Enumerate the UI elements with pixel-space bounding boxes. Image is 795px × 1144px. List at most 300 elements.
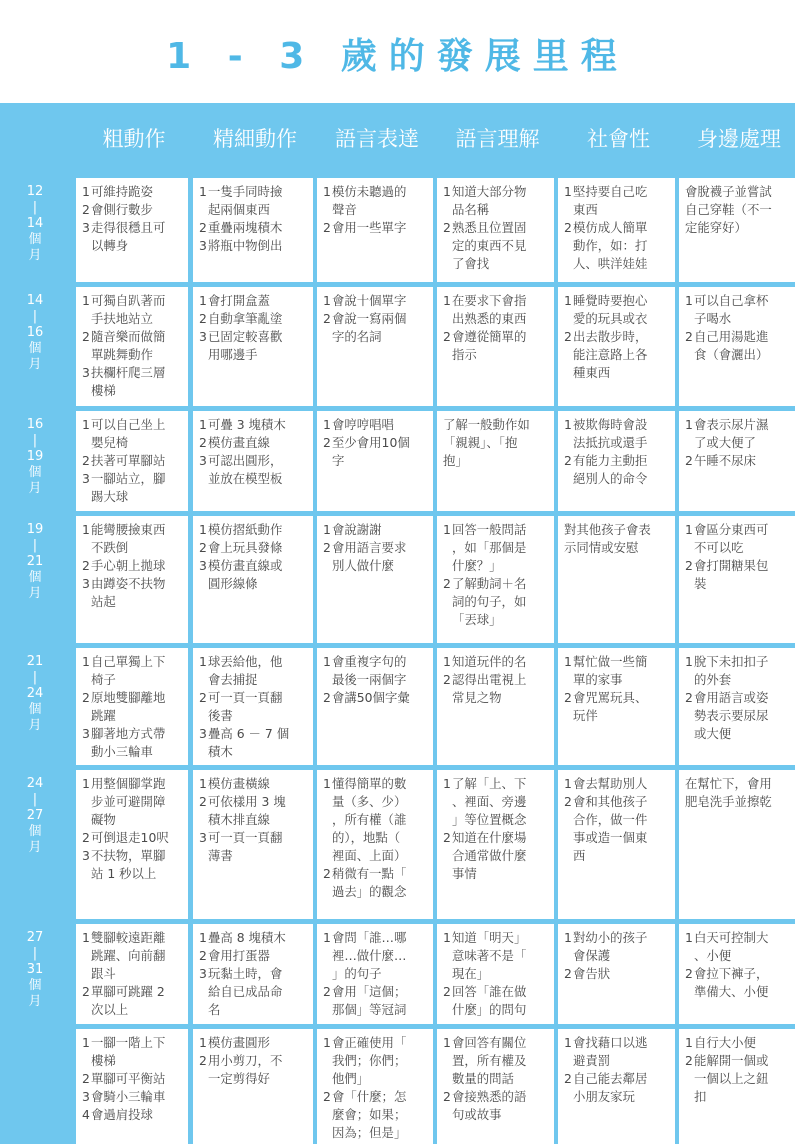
milestone-item [564, 653, 672, 689]
item-number: 1 [564, 293, 572, 308]
age-label-part: 月 [28, 718, 42, 733]
milestone-cell [193, 516, 313, 643]
item-number: 2 [564, 220, 572, 235]
milestone-item [82, 201, 185, 219]
item-number: 1 [82, 417, 90, 432]
milestone-item [199, 434, 310, 452]
item-number: 2 [199, 948, 207, 963]
milestone-cell [679, 648, 795, 765]
age-range-label [0, 287, 70, 373]
milestone-cell [558, 1029, 675, 1144]
milestone-item [82, 689, 185, 725]
milestone-cell [558, 516, 675, 643]
item-number: 1 [82, 293, 90, 308]
item-text: 走得很穩且可 以轉身 [91, 220, 166, 253]
item-text: 會去幫助別人 [573, 776, 648, 791]
item-text: 可以自己拿杯 子喝水 [694, 293, 769, 326]
age-label-part: 14 [26, 216, 44, 231]
item-text: 會找藉口以逃 避責罰 [573, 1035, 648, 1068]
milestone-item [323, 416, 430, 434]
item-text: 午睡不尿床 [694, 453, 756, 468]
item-number: 2 [443, 672, 451, 687]
item-number: 1 [323, 184, 331, 199]
column-header: 粗動作 [102, 127, 166, 151]
milestone-cell [76, 1029, 188, 1144]
item-text: 重疊兩塊積木 [208, 220, 283, 235]
age-label-part: 27 [26, 808, 44, 823]
item-number: 1 [199, 184, 207, 199]
item-text: 會用一些單字 [332, 220, 407, 235]
age-label-part: | [32, 670, 38, 685]
milestone-cell [193, 287, 313, 406]
milestone-cell [317, 770, 433, 919]
page-title: 1 - 3 歲的發展里程 [166, 36, 629, 77]
item-number: 3 [82, 848, 90, 863]
milestone-cell [76, 178, 188, 282]
item-text: 會說謝謝 [332, 522, 382, 537]
milestone-item [199, 328, 310, 364]
milestone-cell [76, 411, 188, 511]
milestone-item [685, 929, 792, 965]
item-text: 知道「明天」 意味著不是「 現在」 [452, 930, 527, 981]
item-number: 2 [323, 220, 331, 235]
milestone-item [443, 183, 551, 219]
item-text: 不扶物，單腳 站 1 秒以上 [91, 848, 166, 881]
milestone-item [82, 219, 185, 255]
item-text: 單腳可跳躍 2 次以上 [91, 984, 165, 1017]
age-range-label [0, 178, 70, 264]
milestone-item [199, 292, 310, 310]
item-text: 自行大小便 [694, 1035, 756, 1050]
age-label-part: 12 [26, 184, 44, 199]
milestone-cell [437, 411, 554, 511]
item-text: 會告狀 [573, 966, 611, 981]
milestone-cell [193, 1029, 313, 1144]
item-number: 1 [564, 184, 572, 199]
item-number: 2 [323, 984, 331, 999]
item-number: 3 [199, 726, 207, 741]
item-text: 會上玩具發條 [208, 540, 283, 555]
milestone-item [685, 1052, 792, 1106]
item-text: 會和其他孩子 合作，做一件 事或造一個東 西 [573, 794, 648, 863]
item-number: 1 [443, 1035, 451, 1050]
item-number: 2 [199, 540, 207, 555]
item-number: 1 [82, 1035, 90, 1050]
age-label-part: 21 [26, 654, 44, 669]
milestone-item [323, 653, 430, 689]
age-label-part: 個 [28, 702, 42, 717]
item-text: 球丟給他，他 會去捕捉 [208, 654, 283, 687]
item-number: 3 [199, 830, 207, 845]
milestone-cell [317, 648, 433, 765]
milestone-cell [76, 516, 188, 643]
item-text: 將瓶中物倒出 [208, 238, 283, 253]
item-text: 了解動詞＋名 詞的句子，如 「丟球」 [452, 576, 527, 627]
item-number: 1 [82, 184, 90, 199]
milestone-item [199, 183, 310, 219]
milestone-cell [437, 924, 554, 1024]
item-text: 會打開糖果包 裝 [694, 558, 769, 591]
milestone-item [323, 219, 430, 237]
milestone-item [685, 292, 792, 328]
item-number: 2 [564, 690, 572, 705]
milestone-cell [558, 924, 675, 1024]
item-text: 雙腳較遠距離 跳躍、向前翻 跟斗 [91, 930, 166, 981]
milestone-item [199, 237, 310, 255]
milestone-item [685, 557, 792, 593]
item-text: 會哼哼唱唱 [332, 417, 394, 432]
milestone-item [82, 983, 185, 1019]
item-number: 2 [199, 220, 207, 235]
milestone-item [82, 1034, 185, 1070]
age-label-part: 月 [28, 840, 42, 855]
item-number: 2 [82, 558, 90, 573]
milestone-item [82, 521, 185, 557]
item-number: 1 [685, 293, 693, 308]
item-number: 1 [323, 930, 331, 945]
item-text: 模仿摺紙動作 [208, 522, 283, 537]
age-label-part: | [32, 946, 38, 961]
item-text: 睡覺時要抱心 愛的玩具或衣 [573, 293, 648, 326]
item-number: 3 [199, 453, 207, 468]
milestone-item [564, 965, 672, 983]
item-number: 3 [199, 329, 207, 344]
item-number: 1 [82, 776, 90, 791]
item-text: 扶欄杆爬三層 樓梯 [91, 365, 166, 398]
milestone-item [199, 310, 310, 328]
milestone-item [564, 1070, 672, 1106]
item-number: 2 [685, 966, 693, 981]
milestone-item [443, 1034, 551, 1088]
milestone-item [82, 557, 185, 575]
milestone-item [564, 452, 672, 488]
age-label-part: 個 [28, 341, 42, 356]
milestone-item [564, 183, 672, 219]
item-text: 會過肩投球 [91, 1107, 153, 1122]
milestone-cell [679, 178, 795, 282]
item-text: 自己用湯匙進 食（會灑出） [694, 329, 769, 362]
milestone-item [82, 183, 185, 201]
item-number: 2 [443, 984, 451, 999]
item-text: 會回答有關位 置，所有權及 數量的問話 [452, 1035, 527, 1086]
age-label-part: 個 [28, 978, 42, 993]
item-number: 2 [564, 794, 572, 809]
item-text: 用小剪刀，不 一定剪得好 [208, 1053, 283, 1086]
item-text: 隨音樂而做簡 單跳舞動作 [91, 329, 166, 362]
item-text: 扶著可單腳站 [91, 453, 166, 468]
item-text: 由蹲姿不扶物 站起 [91, 576, 166, 609]
item-number: 2 [443, 220, 451, 235]
age-label-part: 個 [28, 465, 42, 480]
item-number: 1 [564, 654, 572, 669]
milestone-cell [558, 770, 675, 919]
item-number: 2 [323, 311, 331, 326]
milestone-item [199, 539, 310, 557]
milestone-item [199, 653, 310, 689]
item-text: 模仿成人簡單 動作，如：打 人、哄洋娃娃 [573, 220, 648, 271]
item-text: 會表示尿片濕 了或大便了 [694, 417, 769, 450]
item-number: 2 [685, 1053, 693, 1068]
milestone-cell [317, 178, 433, 282]
item-text: 脫下未扣扣子 的外套 [694, 654, 769, 687]
item-text: 會脫襪子並嘗試 自己穿鞋（不一 定能穿好） [685, 184, 772, 235]
age-range-label [0, 1029, 70, 1035]
item-number: 1 [199, 654, 207, 669]
age-label-part: 16 [26, 417, 44, 432]
item-text: 手心朝上拋球 [91, 558, 166, 573]
item-number: 1 [685, 1035, 693, 1050]
milestone-cell [76, 770, 188, 919]
milestone-item [199, 775, 310, 793]
milestone-cell [558, 411, 675, 511]
item-text: 玩黏土時，會 給自已成品命 名 [208, 966, 283, 1017]
item-text: 一腳站立，腳 踢大球 [91, 471, 166, 504]
item-text: 可一頁一頁翻 後書 [208, 690, 283, 723]
milestone-item [82, 725, 185, 761]
milestone-item [564, 416, 672, 452]
item-text: 疊高 8 塊積木 [208, 930, 286, 945]
item-text: 會重複字句的 最後一兩個字 [332, 654, 407, 687]
item-number: 3 [82, 1089, 90, 1104]
item-text: 對其他孩子會表 示同情或安慰 [564, 522, 651, 555]
item-number: 2 [323, 1089, 331, 1104]
item-number: 2 [82, 830, 90, 845]
item-number: 2 [564, 966, 572, 981]
milestone-item [685, 653, 792, 689]
item-number: 3 [82, 365, 90, 380]
milestone-item [564, 328, 672, 382]
milestone-item [443, 929, 551, 983]
item-number: 2 [443, 830, 451, 845]
item-text: 自動拿筆亂塗 [208, 311, 283, 326]
milestone-item [82, 1106, 185, 1124]
item-number: 3 [82, 220, 90, 235]
milestone-item [564, 292, 672, 328]
milestone-item [199, 929, 310, 947]
milestone-cell [437, 648, 554, 765]
item-number: 2 [685, 558, 693, 573]
milestone-item [323, 1034, 430, 1088]
milestone-item [443, 775, 551, 829]
item-number: 2 [199, 794, 207, 809]
column-header: 身邊處理 [697, 127, 781, 151]
age-range-label [0, 924, 70, 1010]
item-text: 認得出電視上 常見之物 [452, 672, 527, 705]
milestone-item [199, 416, 310, 434]
milestone-item [564, 521, 672, 557]
item-number: 1 [443, 184, 451, 199]
milestone-item [82, 929, 185, 983]
item-text: 了解「上、下 、裡面、旁邊 」等位置概念 [452, 776, 527, 827]
milestone-item [82, 470, 185, 506]
milestone-cell [76, 924, 188, 1024]
item-number: 2 [564, 1071, 572, 1086]
milestone-cell [193, 178, 313, 282]
milestone-item [685, 416, 792, 452]
item-number: 1 [564, 1035, 572, 1050]
item-number: 1 [323, 417, 331, 432]
milestone-item [199, 725, 310, 761]
milestone-cell [679, 924, 795, 1024]
milestone-item [443, 829, 551, 883]
milestone-item [323, 310, 430, 346]
milestone-item [199, 219, 310, 237]
age-label-part: 19 [26, 522, 44, 537]
item-text: 會問「誰…哪 裡…做什麼… 」的句子 [332, 930, 407, 981]
milestone-item [564, 689, 672, 725]
milestone-item [564, 793, 672, 865]
item-text: 可認出圓形， 並放在模型板 [208, 453, 283, 486]
item-text: 模仿畫橫線 [208, 776, 270, 791]
item-number: 2 [82, 690, 90, 705]
age-range-label [0, 516, 70, 602]
item-number: 1 [443, 930, 451, 945]
item-text: 模仿畫直線 [208, 435, 270, 450]
item-number: 1 [564, 417, 572, 432]
milestone-cell [193, 770, 313, 919]
item-number: 2 [323, 435, 331, 450]
item-text: 會接熟悉的語 句或故事 [452, 1089, 527, 1122]
age-label-part: 16 [26, 325, 44, 340]
age-label-part: 月 [28, 357, 42, 372]
milestone-item [199, 521, 310, 539]
item-text: 單腳可平衡站 [91, 1071, 166, 1086]
milestone-item [685, 689, 792, 743]
item-number: 3 [82, 471, 90, 486]
milestone-cell [558, 178, 675, 282]
item-number: 2 [199, 1053, 207, 1068]
milestone-item [685, 183, 792, 237]
column-header: 語言表達 [335, 127, 419, 151]
item-text: 會說十個單字 [332, 293, 407, 308]
item-number: 2 [199, 690, 207, 705]
item-text: 會用語言要求 別人做什麼 [332, 540, 407, 573]
milestone-item [82, 292, 185, 328]
item-text: 可維持跪姿 [91, 184, 153, 199]
milestone-cell [558, 287, 675, 406]
milestone-item [443, 671, 551, 707]
item-number: 2 [82, 202, 90, 217]
item-text: 會講50個字彙 [332, 690, 410, 705]
item-number: 2 [685, 329, 693, 344]
item-number: 3 [82, 576, 90, 591]
milestone-item [443, 1088, 551, 1124]
item-text: 一腳一階上下 樓梯 [91, 1035, 166, 1068]
milestone-item [323, 865, 430, 901]
age-label-part: 月 [28, 481, 42, 496]
milestone-item [82, 653, 185, 689]
milestone-cell [437, 1029, 554, 1144]
milestone-cell [193, 648, 313, 765]
milestone-cell [437, 178, 554, 282]
item-number: 2 [685, 453, 693, 468]
item-text: 自己能去鄰居 小朋友家玩 [573, 1071, 648, 1104]
item-number: 2 [443, 1089, 451, 1104]
age-label-part: 14 [26, 293, 44, 308]
age-label-part: 月 [28, 586, 42, 601]
milestone-item [82, 1088, 185, 1106]
item-number: 1 [443, 522, 451, 537]
item-text: 能解開一個或 一個以上之鈕 扣 [694, 1053, 769, 1104]
item-number: 3 [82, 726, 90, 741]
age-label-part: 31 [26, 962, 44, 977]
age-label-part: 21 [26, 554, 44, 569]
item-text: 可倒退走10呎 [91, 830, 169, 845]
item-text: 知道大部分物 品名稱 [452, 184, 527, 217]
age-label-part: | [32, 433, 38, 448]
item-text: 稍微有一點「 過去」的觀念 [332, 866, 407, 899]
milestone-item [685, 328, 792, 364]
milestone-cell [679, 1029, 795, 1144]
item-text: 會用「這個； 那個」等冠詞 [332, 984, 407, 1017]
milestone-item [323, 929, 430, 983]
age-label-part: 月 [28, 248, 42, 263]
item-number: 2 [323, 866, 331, 881]
item-number: 1 [199, 417, 207, 432]
milestone-item [199, 965, 310, 1019]
milestone-item [323, 689, 430, 707]
item-text: 會側行數步 [91, 202, 153, 217]
item-text: 會打開盒蓋 [208, 293, 270, 308]
item-text: 回答「誰在做 什麼」的問句 [452, 984, 527, 1017]
milestone-cell [437, 516, 554, 643]
milestone-item [443, 983, 551, 1019]
milestone-item [323, 434, 430, 470]
milestone-item [82, 1070, 185, 1088]
milestone-cell [317, 411, 433, 511]
item-text: 白天可控制大 、小便 [694, 930, 769, 963]
milestone-item [82, 829, 185, 847]
item-text: 模仿未聽過的 聲音 [332, 184, 407, 217]
item-number: 2 [82, 984, 90, 999]
milestone-item [323, 183, 430, 219]
item-number: 2 [564, 329, 572, 344]
item-number: 2 [82, 329, 90, 344]
age-range-label [0, 648, 70, 734]
age-range-label [0, 411, 70, 497]
item-text: 能彎腰撿東西 不跌倒 [91, 522, 166, 555]
item-number: 3 [199, 966, 207, 981]
milestone-item [323, 1088, 430, 1142]
item-number: 2 [82, 453, 90, 468]
item-text: 在要求下會指 出熟悉的東西 [452, 293, 527, 326]
milestone-item [443, 292, 551, 328]
milestone-item [82, 364, 185, 400]
milestone-item [323, 983, 430, 1019]
milestone-cell [317, 516, 433, 643]
column-header: 精細動作 [213, 127, 297, 151]
milestone-cell [193, 411, 313, 511]
item-text: 自己單獨上下 椅子 [91, 654, 166, 687]
milestone-item [199, 947, 310, 965]
item-text: 對幼小的孩子 會保護 [573, 930, 648, 963]
age-label-part: 個 [28, 824, 42, 839]
milestone-cell [679, 287, 795, 406]
age-label-part: 24 [26, 686, 44, 701]
milestone-item [685, 965, 792, 1001]
item-number: 1 [199, 293, 207, 308]
item-text: 會拉下褲子， 準備大、小便 [694, 966, 769, 999]
column-header: 語言理解 [455, 127, 540, 151]
milestone-item [82, 847, 185, 883]
item-text: 模仿畫直線或 圓形線條 [208, 558, 283, 591]
milestone-item [443, 328, 551, 364]
item-text: 會「什麼；怎 麼會；如果； 因為；但是」 [332, 1089, 407, 1140]
milestone-item [199, 829, 310, 865]
milestone-item [323, 539, 430, 575]
item-number: 2 [564, 453, 572, 468]
age-label-part: | [32, 309, 38, 324]
